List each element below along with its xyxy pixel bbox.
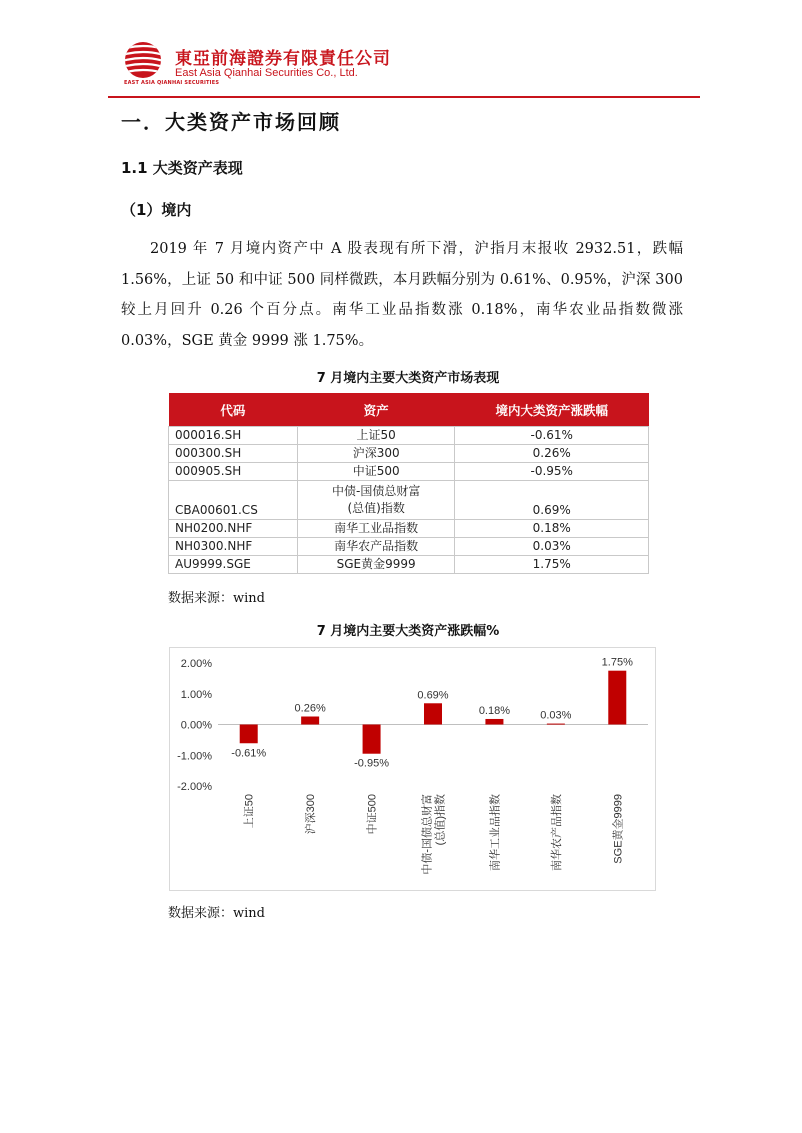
data-label: 0.18%: [478, 704, 511, 717]
bar: [547, 724, 565, 725]
cell-asset: [297, 481, 455, 520]
bar: [424, 703, 442, 724]
cell-change: 0.26%: [455, 445, 649, 463]
y-tick-label: -2.00%: [177, 781, 212, 793]
table-row: [169, 538, 649, 556]
x-tick-label-line: 中证500: [366, 794, 379, 835]
cell-code: CBA00601.CS: [169, 481, 298, 520]
cell-asset: 中证500: [297, 463, 455, 481]
subsubsection-title: （1）境内: [121, 201, 192, 219]
x-tick-label-line: (总值)指数: [434, 794, 447, 846]
logo-subtext: EAST ASIA QIANHAI SECURITIES: [124, 80, 220, 86]
bar: [363, 725, 381, 754]
x-tick-label-line: SGE黄金9999: [612, 794, 625, 864]
y-tick-label: -1.00%: [177, 750, 212, 763]
company-name-en: East Asia Qianhai Securities Co., Ltd.: [175, 67, 358, 79]
cell-code: 000300.SH: [169, 445, 298, 463]
header-change: 境内大类资产涨跌幅: [455, 393, 649, 427]
x-tick-label-line: 南华农产品指数: [550, 794, 563, 871]
y-tick-label: 1.00%: [180, 688, 212, 701]
cell-asset: 沪深300: [297, 445, 455, 463]
company-logo-icon: [124, 41, 162, 79]
table-caption: 7 月境内主要大类资产市场表现: [316, 371, 500, 386]
cell-code: 000905.SH: [169, 463, 298, 481]
x-tick-label: [365, 794, 379, 834]
cell-code: AU9999.SGE: [169, 556, 298, 574]
x-tick-label: [549, 794, 563, 871]
cell-change: 1.75%: [455, 556, 649, 574]
table-row: [169, 445, 649, 463]
table-row: [169, 427, 649, 445]
header-asset: 资产: [297, 393, 455, 427]
data-label: -0.61%: [231, 747, 267, 760]
chart-caption: 7 月境内主要大类资产涨跌幅%: [316, 624, 500, 639]
body-paragraph: 2019 年 7 月境内资产中 A 股表现有所下滑，沪指月末报收 2932.51，跌幅 1.56%，上证 50 和中证 500 同样微跌，本月跌幅分别为 0.61%、0.95%，沪深 300 较上月回升 0.26 个百分点。南华工业品指数涨 0.18%，南华农业品指数微涨 0.03%，SGE 黄金 9999 涨 1.75%。: [121, 241, 683, 349]
cell-asset-line: (总值)指数: [347, 501, 405, 515]
data-label: 0.26%: [294, 702, 326, 715]
company-name-cn: 東亞前海證券有限責任公司: [175, 49, 391, 69]
table-source: 数据来源：wind: [168, 591, 265, 606]
bar: [485, 719, 503, 725]
cell-change: -0.61%: [455, 427, 649, 445]
cell-code: NH0300.NHF: [169, 538, 298, 556]
cell-change: 0.69%: [455, 481, 649, 520]
header-divider: [108, 96, 700, 98]
data-label: 1.75%: [601, 656, 633, 669]
data-label: 0.03%: [540, 709, 572, 722]
x-tick-label: [420, 794, 447, 875]
x-tick-label: [487, 794, 501, 871]
cell-change: -0.95%: [455, 463, 649, 481]
x-tick-label: [242, 794, 256, 828]
cell-code: 000016.SH: [169, 427, 298, 445]
cell-asset: 上证50: [297, 427, 455, 445]
x-tick-label-line: 沪深300: [305, 794, 318, 835]
data-label: 0.69%: [417, 689, 449, 702]
bar: [301, 717, 319, 725]
cell-asset: 南华工业品指数: [297, 520, 455, 538]
data-label: -0.95%: [354, 757, 390, 770]
header-code: 代码: [169, 393, 298, 427]
table-row: [169, 556, 649, 574]
x-tick-label: [303, 794, 317, 834]
section-title: 一．大类资产市场回顾: [121, 110, 341, 134]
cell-code: NH0200.NHF: [169, 520, 298, 538]
x-tick-label-line: 上证50: [243, 794, 256, 829]
table-row: [169, 481, 649, 520]
cell-asset-line: 中债-国债总财富: [332, 484, 421, 498]
chart-container: [169, 647, 656, 891]
cell-change: 0.18%: [455, 520, 649, 538]
asset-performance-table: [168, 393, 649, 574]
cell-asset: 南华农产品指数: [297, 538, 455, 556]
x-tick-label-line: 中债-国债总财富: [421, 794, 434, 875]
cell-change: 0.03%: [455, 538, 649, 556]
y-tick-label: 0.00%: [180, 719, 212, 732]
bar: [608, 671, 626, 725]
bar-chart: [170, 648, 655, 890]
table-header-row: [169, 393, 649, 427]
x-tick-label-line: 南华工业品指数: [489, 794, 502, 871]
subsection-title: 1.1 大类资产表现: [121, 159, 243, 177]
table-row: [169, 463, 649, 481]
cell-asset: SGE黄金9999: [297, 556, 455, 574]
bar: [240, 725, 258, 744]
table-row: [169, 520, 649, 538]
chart-source: 数据来源：wind: [168, 906, 265, 921]
x-tick-label: [610, 794, 624, 864]
y-tick-label: 2.00%: [180, 658, 212, 670]
